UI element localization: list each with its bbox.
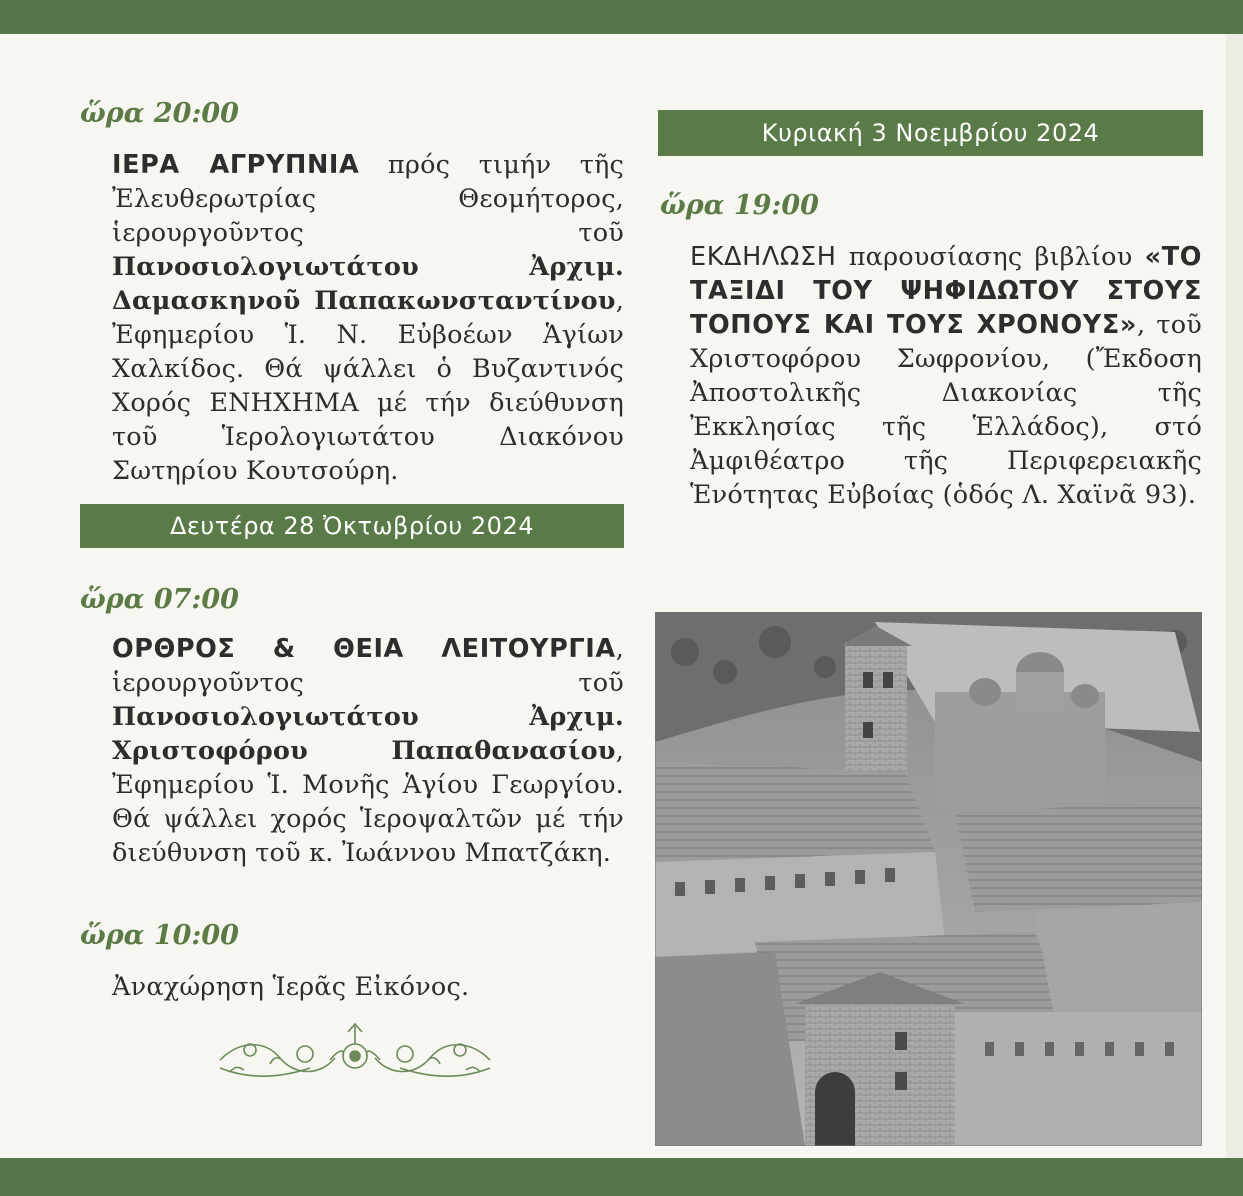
date-banner-monday: Δευτέρα 28 Ὀκτωβρίου 2024: [80, 504, 624, 548]
monastery-photo: [655, 612, 1202, 1146]
floral-ornament: [210, 1020, 500, 1084]
text: , τοῦ Χριστοφόρου Σωφρονίου, (Ἔκδοση Ἀποστολικῆς Διακονίας τῆς Ἐκκλησίας τῆς Ἑλλάδος), στό Ἀμφιθέατρο τῆς Περιφερειακῆς Ἑνότητας Εὐβοίας (ὁδός Λ. Χαϊνᾶ 93).: [690, 310, 1202, 510]
top-green-band: [0, 0, 1243, 34]
celebrant-name: Πανοσιολογιωτάτου Ἀρχιμ. Χριστοφόρου Παπαθανασίου: [112, 702, 624, 766]
text: , Ἐφημερίου Ἱ. Ν. Εὐβοέων Ἁγίων Χαλκίδος. Θά ψάλλει ὁ Βυζαντινός Χορός ΕΝΗΧΗΜΑ μέ τήν διεύθυνση τοῦ Ἱερολογιωτάτου Διακόνου Σωτηρίου Κουτσούρη.: [112, 286, 624, 486]
event-title: ΙΕΡΑ ΑΓΡΥΠΝΙΑ: [112, 150, 360, 180]
event-title: ΕΚΔΗΛΩΣΗ: [690, 242, 837, 272]
text: , Ἐφημερίου Ἱ. Μονῆς Ἁγίου Γεωργίου. Θά ψάλλει χορός Ἱεροψαλτῶν μέ τήν διεύθυνση τοῦ κ. Ἰωάννου Μπατζάκη.: [112, 736, 624, 868]
time-label: ὥρα 07:00: [80, 584, 239, 615]
time-label: ὥρα 20:00: [80, 98, 239, 129]
vigil-paragraph: [112, 148, 624, 488]
text: , ἱερουργοῦντος τοῦ: [112, 634, 624, 698]
text: παρουσίασης βιβλίου: [836, 242, 1145, 272]
event-title: ΟΡΘΡΟΣ & ΘΕΙΑ ΛΕΙΤΟΥΡΓΙΑ: [112, 634, 616, 664]
date-banner-sunday: Κυριακή 3 Νοεμβρίου 2024: [658, 110, 1203, 156]
liturgy-paragraph: [112, 632, 624, 870]
page-edge: [1226, 34, 1243, 1158]
text: πρός τιμήν τῆς Ἐλευθερωτρίας Θεομήτορος, ἱερουργοῦντος τοῦ: [112, 150, 625, 248]
departure-paragraph: Ἀναχώρηση Ἱερᾶς Εἰκόνος.: [112, 972, 470, 1002]
book-presentation-paragraph: [690, 240, 1202, 512]
time-label: ὥρα 19:00: [660, 190, 819, 221]
time-label: ὥρα 10:00: [80, 920, 239, 951]
celebrant-name: Πανοσιολογιωτάτου Ἀρχιμ. Δαμασκηνοῦ Παπακωνσταντίνου: [112, 252, 624, 316]
bottom-green-band: [0, 1158, 1243, 1196]
book-title: «ΤΟ ΤΑΞΙΔΙ ΤΟΥ ΨΗΦΙΔΩΤΟΥ ΣΤΟΥΣ ΤΟΠΟΥΣ ΚΑΙ ΤΟΥΣ ΧΡΟΝΟΥΣ»: [690, 242, 1202, 340]
